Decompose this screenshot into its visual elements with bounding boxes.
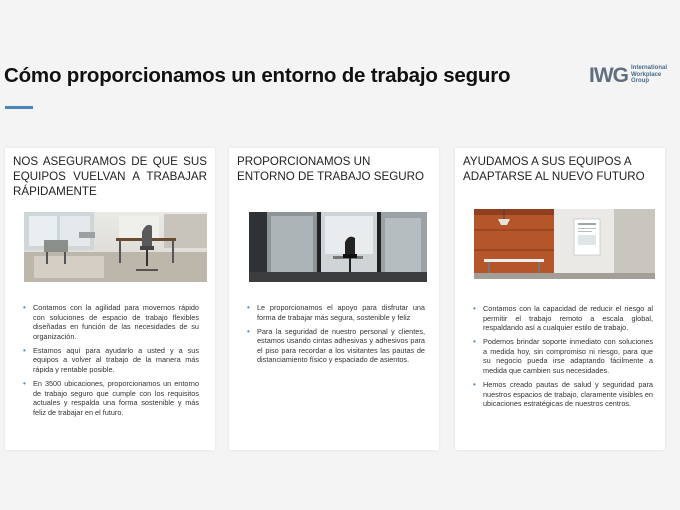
card-heading: NOS ASEGURAMOS DE QUE SUS EQUIPOS VUELVAN A TRABAJAR RÁPIDAMENTE xyxy=(13,155,207,198)
bullet-item: • Contamos con la agilidad para movernos rápido con soluciones de espacio de trabajo flexibles diseñadas en función de las necesidades de su organización. xyxy=(23,303,199,341)
logo-mark: IWG xyxy=(589,63,628,87)
card-return-to-work xyxy=(5,148,215,450)
card-adapt-future xyxy=(455,148,665,450)
card-safe-environment xyxy=(229,148,439,450)
office-lounge-image xyxy=(24,212,207,282)
glass-office-illustration xyxy=(249,212,427,282)
title-underline xyxy=(5,106,33,109)
bullet-item: • Podemos brindar soporte inmediato con soluciones a medida hoy, sin compromiso ni riesgo, para que su negocio pueda irse adaptando fácilmente a medida que cambien sus necesidades. xyxy=(473,337,653,375)
bullet-item: • Contamos con la capacidad de reducir el riesgo al permitir el trabajo remoto a escala global, respaldando así a cualquier estilo de trabajo. xyxy=(473,304,653,333)
page-title: Cómo proporcionamos un entorno de trabajo seguro xyxy=(4,64,511,87)
card-heading: AYUDAMOS A SUS EQUIPOS A ADAPTARSE AL NUEVO FUTURO xyxy=(463,155,645,183)
card-bullets xyxy=(247,303,425,370)
logo-text-line3: Group xyxy=(631,78,649,85)
meeting-room-image xyxy=(474,209,655,279)
iwg-logo xyxy=(589,62,679,88)
card-bullets xyxy=(23,303,199,422)
bullet-item: • En 3500 ubicaciones, proporcionamos un entorno de trabajo seguro que cumple con los requisitos actuales y respalda una forma sostenible y más feliz de trabajar en el futuro. xyxy=(23,379,199,417)
glass-office-image xyxy=(249,212,427,282)
card-heading: PROPORCIONAMOS UN ENTORNO DE TRABAJO SEGURO xyxy=(237,155,425,183)
card-bullets xyxy=(473,304,653,413)
logo-text xyxy=(631,65,667,85)
logo-text-line2: Workplace xyxy=(631,71,662,78)
logo-text-line1: International xyxy=(631,65,668,72)
bullet-item: • Le proporcionamos el apoyo para disfrutar una forma de trabajar más segura, sostenible y feliz xyxy=(247,303,425,322)
office-lounge-illustration xyxy=(24,212,207,282)
bullet-item: • Para la seguridad de nuestro personal y clientes, estamos usando cintas adhesivas y adhesivos para el piso para recordar a los visitantes las pautas de distanciamiento físico y espaciado de asientos. xyxy=(247,327,425,365)
bullet-item: • Estamos aquí para ayudarlo a usted y a sus equipos a volver al trabajo de la manera más rápida y rentable posible. xyxy=(23,346,199,375)
bullet-item: • Hemos creado pautas de salud y seguridad para nuestros espacios de trabajo, claramente visibles en ubicaciones estratégicas de nuestros centros. xyxy=(473,380,653,409)
meeting-room-illustration xyxy=(474,209,655,279)
